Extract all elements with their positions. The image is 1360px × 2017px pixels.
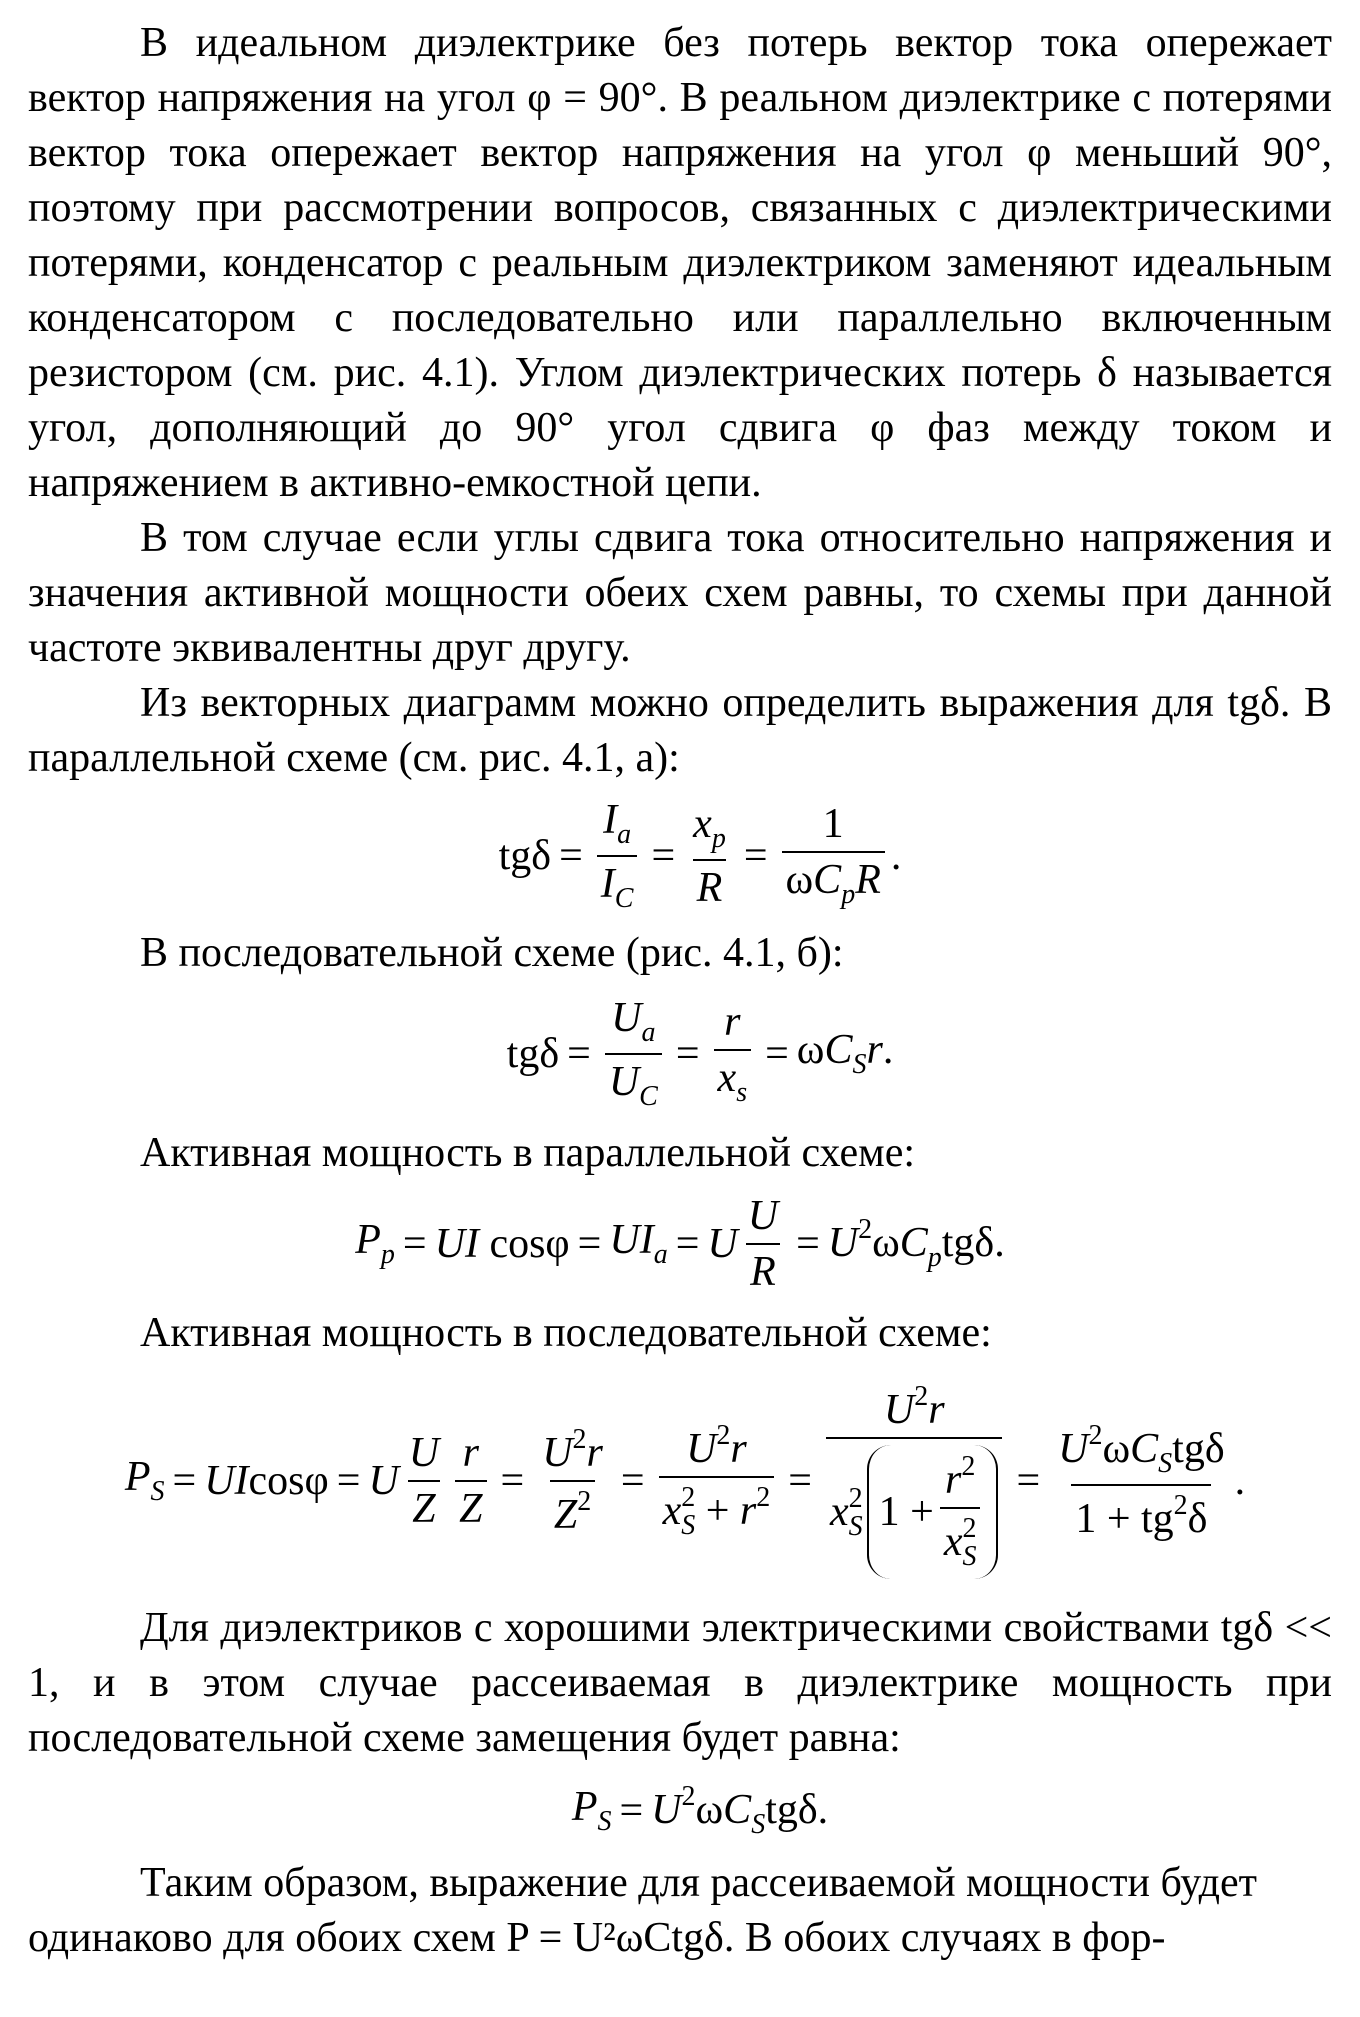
formula-active-power-series: $P_S$ = UIcosφ = U $\frac{U}{Z}$ $\frac{r}{Z}$ = $\frac{U^2r}{Z^2}$ = $\frac{U^2r}{x_S^2 + r^2}$ = $U^2r$ $x_S^2$ 1 + $\frac{r^2}{x_S^2}$ = $\frac{U^2\omega C_Stg\delta}{1 + tg^2\delta}$ . [28,1361,1332,1601]
paragraph-active-power-series: Активная мощность в последовательной схеме: [140,1310,992,1356]
formula-series-tgdelta: tgδ = $\frac{U_a}{U_C}$ = $\frac{r}{x_s}$ = $\omega C_Sr$. [506,994,894,1112]
formula-parallel-tgdelta: tgδ = $\frac{I_a}{I_C}$ = $\frac{x_p}{R}$ = $\frac{1}{\omega C_pR}$ . [498,797,902,914]
paragraph-good-dielectrics: Для диэлектриков с хорошими электрическими свойствами tgδ << 1, и в этом случае рассеиваемая в диэлектрике мощность при последовательной схеме замещения будет равна: [28,1605,1332,1761]
paragraph-ideal-dielectric: В идеальном диэлектрике без потерь вектор тока опережает вектор напряжения на угол φ = 90°. В реальном диэлектрике с потерями вектор тока опережает вектор напряжения на угол φ меньший 90°, поэтому при рассмотрении вопросов, связанных с диэлектрическими потерями, конденсатор с реальным диэлектриком заменяют идеальным конденсатором с последовательно или параллельно включенным резистором (см. рис. 4.1). Углом диэлектрических потерь δ называется угол, дополняющий до 90° угол сдвига φ фаз между током и напряжением в активно-емкостной цепи. [28,20,1332,506]
formula-active-power-parallel: $P_p$ = UI cosφ = $UI_a$ = U $\frac{U}{R}$ = $U^2\omega C_ptg\delta$. [355,1192,1005,1295]
paragraph-conclusion: Таким образом, выражение для рассеиваемой мощности будет одинаково для обоих схем P = U²ωCtgδ. В обоих случаях в фор- [28,1860,1257,1961]
paragraph-series-scheme: В последовательной схеме (рис. 4.1, б): [140,930,844,976]
paragraph-active-power-parallel: Активная мощность в параллельной схеме: [140,1130,916,1176]
formula-dissipated-power: $P_S$ = $U^2\omega C_Stg\delta$. [571,1781,829,1840]
paragraph-vector-diagrams: Из векторных диаграмм можно определить выражения для tgδ. В параллельной схеме (см. рис. 4.1, а): [28,680,1332,781]
paragraph-equivalence: В том случае если углы сдвига тока относительно напряжения и значения активной мощности обеих схем равны, то схемы при данной частоте эквивалентны друг другу. [28,515,1332,671]
